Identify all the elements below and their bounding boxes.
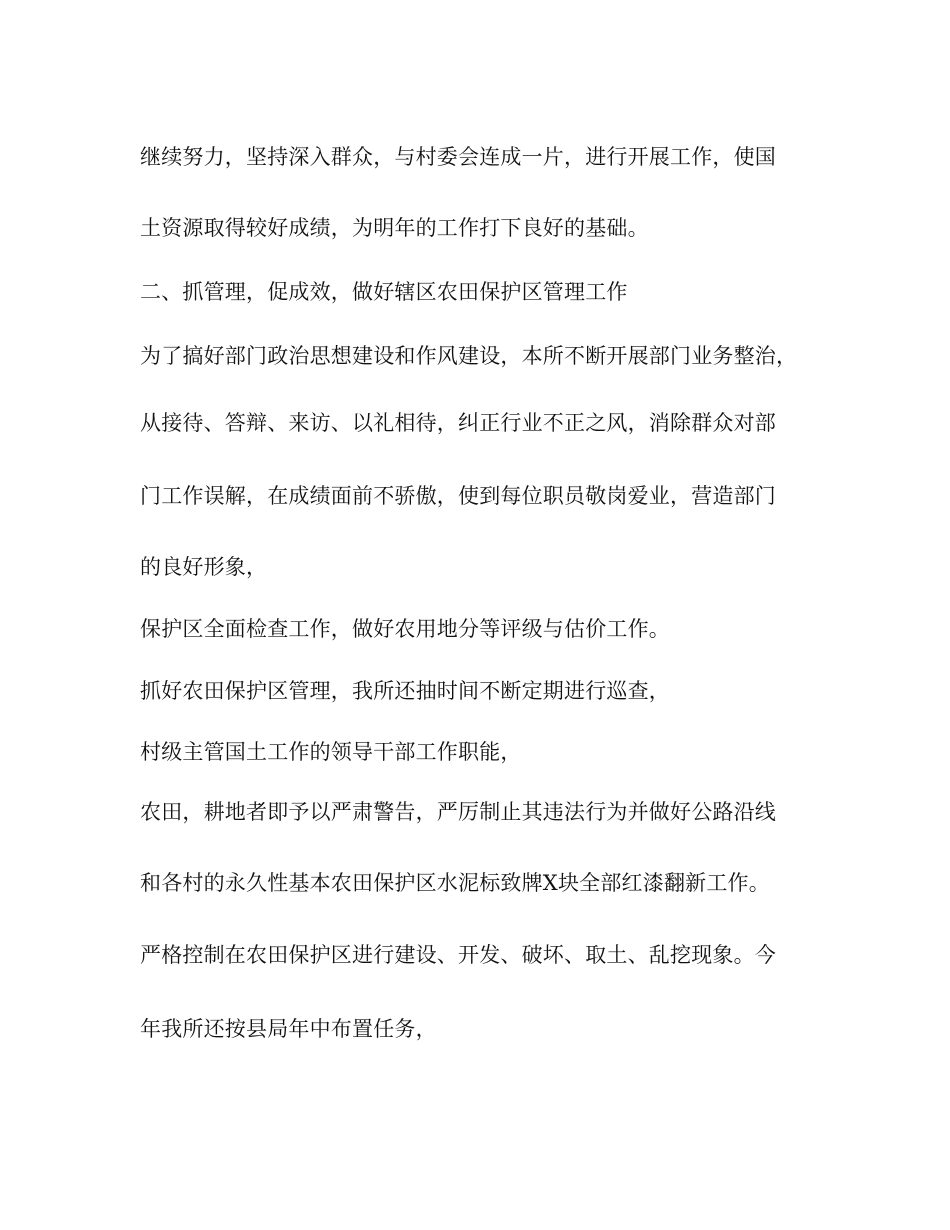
- text-line-1: 继续努力，坚持深入群众，与村委会连成一片，进行开展工作，使国: [140, 145, 776, 169]
- section-heading: 二、抓管理，促成效，做好辖区农田保护区管理工作: [140, 280, 628, 304]
- text-line-6: 门工作误解，在成绩面前不骄傲，使到每位职员敬岗爱业，营造部门: [140, 484, 776, 508]
- text-line-14: 年我所还按县局年中布置任务，: [140, 1017, 437, 1041]
- text-line-10: 村级主管国土工作的领导干部工作职能，: [140, 740, 522, 764]
- text-line-8: 保护区全面检查工作，做好农用地分等评级与估价工作。: [140, 617, 670, 641]
- text-line-7: 的良好形象，: [140, 555, 268, 579]
- text-line-4: 为了搞好部门政治思想建设和作风建设，本所不断开展部门业务整治，: [140, 344, 798, 368]
- text-line-2: 土资源取得较好成绩，为明年的工作打下良好的基础。: [140, 216, 649, 240]
- text-line-5: 从接待、答辩、来访、以礼相待，纠正行业不正之风，消除群众对部: [140, 411, 776, 435]
- text-line-11: 农田，耕地者即予以严肃警告，严厉制止其违法行为并做好公路沿线: [140, 800, 776, 824]
- text-line-9: 抓好农田保护区管理，我所还抽时间不断定期进行巡查，: [140, 679, 670, 703]
- text-line-12: 和各村的永久性基本农田保护区水泥标致牌X块全部红漆翻新工作。: [140, 871, 770, 895]
- text-line-13: 严格控制在农田保护区进行建设、开发、破坏、取土、乱挖现象。今: [140, 943, 776, 967]
